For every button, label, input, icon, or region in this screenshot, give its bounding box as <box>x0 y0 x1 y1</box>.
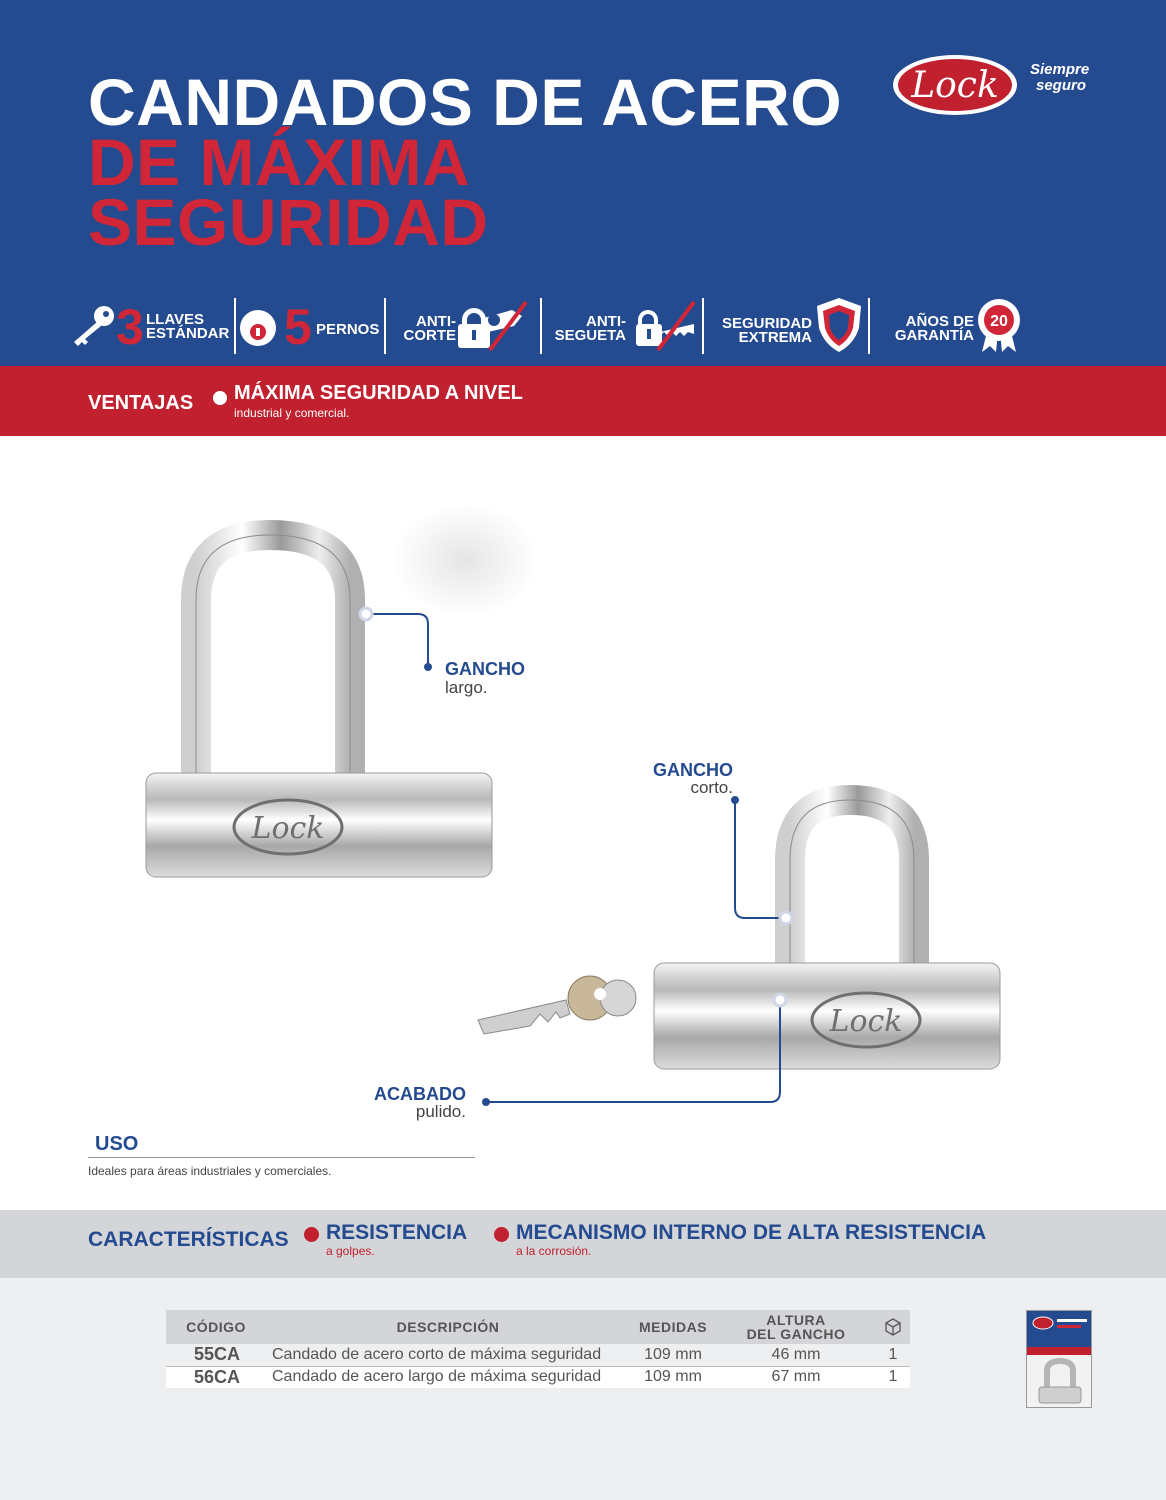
logo-text: Lock <box>911 65 999 106</box>
uso-divider <box>88 1157 475 1158</box>
callout-gancho-corto-title: GANCHO <box>653 760 733 780</box>
callout-acabado-sub: pulido. <box>415 1102 466 1121</box>
feature-llaves <box>66 296 234 356</box>
callout-gancho-largo-sub: largo. <box>445 678 488 697</box>
bullet-dot <box>494 1227 509 1242</box>
keys-illustration <box>478 976 636 1034</box>
cell-medidas: 109 mm <box>630 1344 716 1366</box>
feature-anticorte-line1: ANTI- <box>416 313 456 330</box>
anti-cut-icon <box>454 298 528 352</box>
feature-anti-segueta <box>548 296 700 356</box>
features-strip <box>66 296 1036 356</box>
lock-brand-logo <box>890 52 1020 118</box>
padlock-short-logo: Lock <box>829 1004 903 1039</box>
feature-pernos <box>238 296 386 356</box>
cell-altura: 46 mm <box>716 1344 876 1366</box>
col-codigo: CÓDIGO <box>166 1310 266 1344</box>
packaging-thumbnail <box>1026 1310 1092 1408</box>
feature-antisegueta-line2: SEGUETA <box>554 327 626 344</box>
feature-garantia-line1: AÑOS DE <box>905 313 974 330</box>
pins-count: 5 <box>284 299 312 355</box>
feature-garantia-line2: GARANTÍA <box>894 327 974 344</box>
title-line-2: DE MÁXIMA <box>88 125 471 199</box>
cell-codigo: 55CA <box>166 1344 266 1366</box>
carac-item-2-sub: a la corrosión. <box>516 1244 592 1258</box>
feature-llaves-line1: LLAVES <box>146 311 205 328</box>
col-qty <box>876 1310 910 1344</box>
feature-seguridad-line2: EXTREMA <box>738 329 812 346</box>
cell-qty: 1 <box>876 1366 910 1388</box>
uso-title: USO <box>95 1133 139 1155</box>
bullet-dot <box>304 1227 319 1242</box>
cell-codigo: 56CA <box>166 1366 266 1388</box>
cell-qty: 1 <box>876 1344 910 1366</box>
tagline <box>1030 61 1090 94</box>
col-altura-line1: ALTURA <box>766 1312 826 1328</box>
padlock-long-logo: Lock <box>251 811 325 846</box>
divider <box>702 298 704 354</box>
callout-gancho-corto-sub: corto. <box>690 778 733 797</box>
feature-seguridad-extrema <box>710 296 866 356</box>
box-icon <box>883 1316 903 1336</box>
title-line-1: CANDADOS DE ACERO <box>88 65 843 139</box>
carac-item-2-main: MECANISMO INTERNO DE ALTA RESISTENCIA <box>516 1221 987 1244</box>
keys-count: 3 <box>116 299 144 355</box>
spec-table <box>166 1310 910 1388</box>
divider <box>384 298 386 354</box>
divider <box>540 298 542 354</box>
ventajas-main: MÁXIMA SEGURIDAD A NIVEL <box>234 382 523 404</box>
feature-anticorte-line2: CORTE <box>403 327 456 344</box>
feature-anti-corte <box>392 296 542 356</box>
tagline-line-1: Siempre <box>1030 61 1090 78</box>
feature-llaves-line2: ESTÁNDAR <box>146 325 230 342</box>
table-header-row <box>166 1310 910 1344</box>
anti-saw-icon <box>632 298 698 352</box>
ventajas-label: VENTAJAS <box>88 392 194 414</box>
warranty-badge-icon <box>976 298 1022 354</box>
feature-pernos-line1: PERNOS <box>316 321 380 338</box>
shield-icon <box>814 296 864 354</box>
col-descripcion: DESCRIPCIÓN <box>266 1310 630 1344</box>
key-icon <box>70 304 116 348</box>
col-medidas: MEDIDAS <box>630 1310 716 1344</box>
col-altura <box>716 1310 876 1344</box>
cell-descripcion: Candado de acero largo de máxima seguridad <box>266 1366 630 1388</box>
cell-medidas: 109 mm <box>630 1366 716 1388</box>
table-row <box>166 1366 910 1388</box>
uso-text: Ideales para áreas industriales y comerciales. <box>88 1164 332 1178</box>
padlock-short-shackle <box>654 800 1000 1069</box>
cell-altura: 67 mm <box>716 1366 876 1388</box>
title-line-3: SEGURIDAD <box>88 185 489 259</box>
product-illustrations <box>0 436 1166 1210</box>
divider <box>868 298 870 354</box>
bullet-dot <box>213 391 227 405</box>
carac-item-1-sub: a golpes. <box>326 1244 375 1258</box>
packaging-image <box>1027 1311 1092 1408</box>
table-row <box>166 1344 910 1366</box>
carac-item-1-main: RESISTENCIA <box>326 1221 468 1244</box>
feature-antisegueta-line1: ANTI- <box>586 313 626 330</box>
feature-seguridad-line1: SEGURIDAD <box>721 315 812 332</box>
divider <box>234 298 236 354</box>
padlock-long-shackle <box>146 535 492 877</box>
feature-garantia <box>876 296 1036 356</box>
warranty-years: 20 <box>990 313 1008 330</box>
page-title <box>88 65 843 259</box>
callout-gancho-largo-title: GANCHO <box>445 659 525 679</box>
cell-descripcion: Candado de acero corto de máxima seguridad <box>266 1344 630 1366</box>
callout-acabado-title: ACABADO <box>374 1084 466 1104</box>
ventajas-sub: industrial y comercial. <box>234 406 350 420</box>
caracteristicas-label: CARACTERÍSTICAS <box>88 1228 289 1251</box>
lock-cylinder-icon <box>238 308 278 348</box>
tagline-line-2: seguro <box>1035 77 1086 94</box>
col-altura-line2: DEL GANCHO <box>746 1326 846 1342</box>
